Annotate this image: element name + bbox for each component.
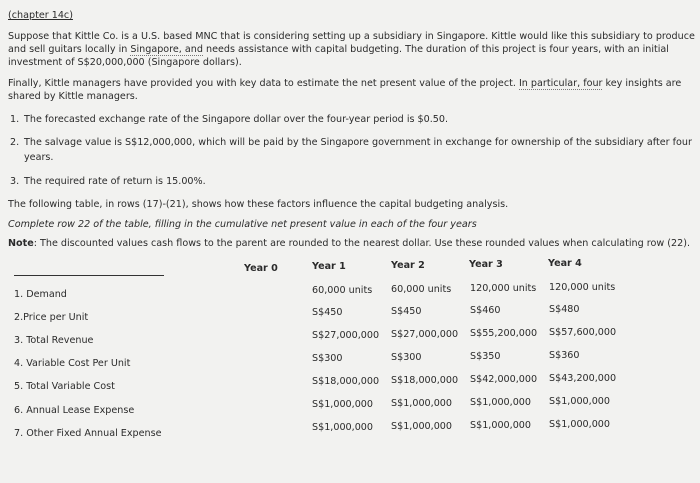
row-2-y4: S$480 (549, 304, 580, 315)
row-2-y2: S$450 (391, 306, 422, 317)
intro-line-2-end: needs assistance with capital budgeting. The duration of this project is four years, with an initial (202, 44, 669, 55)
header-year-3: Year 3 (469, 259, 503, 270)
insight-1-number: 1. (10, 114, 20, 125)
following-text: The following table, in rows (17)-(21), shows how these factors influence the capital budgeting analysis. (8, 199, 509, 210)
row-6-y4: S$1,000,000 (549, 396, 611, 407)
header-year-1: Year 1 (312, 261, 346, 272)
row-6-y1: S$1,000,000 (312, 399, 374, 410)
row-4-label: 4. Variable Cost Per Unit (14, 358, 131, 369)
insight-2-text-cont: years. (24, 152, 54, 163)
chapter-label: (chapter 14c) (8, 10, 73, 21)
row-5-y3: S$42,000,000 (470, 374, 538, 385)
row-3-y1: S$27,000,000 (312, 330, 380, 341)
insight-2-text: The salvage value is S$12,000,000, which will be paid by the Singapore government in exchange for ownership of the subsidiary after four (24, 137, 692, 148)
row-1-y1: 60,000 units (312, 285, 373, 296)
row-4-y1: S$300 (312, 353, 343, 364)
instruction-text: Complete row 22 of the table, filling in the cumulative net present value in each of the four years (8, 219, 477, 230)
intro-line-2 (8, 44, 669, 55)
insight-2-number: 2. (10, 137, 20, 148)
para2-line-1 (8, 78, 681, 89)
row-6-y3: S$1,000,000 (470, 397, 532, 408)
intro-line-2-start: and sell guitars locally in (8, 44, 131, 55)
insight-3-number: 3. (10, 176, 20, 187)
row-7-y1: S$1,000,000 (312, 422, 374, 433)
row-1-y2: 60,000 units (391, 284, 452, 295)
row-4-y2: S$300 (391, 352, 422, 363)
intro-line-3: investment of S$20,000,000 (Singapore dollars). (8, 57, 242, 68)
row-7-y4: S$1,000,000 (549, 419, 611, 430)
row-1-y3: 120,000 units (470, 283, 537, 294)
para2-line-1-marked: In particular, four (518, 78, 603, 89)
row-6-label: 6. Annual Lease Expense (14, 405, 135, 416)
row-7-y3: S$1,000,000 (470, 420, 532, 431)
row-4-y3: S$350 (470, 351, 501, 362)
row-6-y2: S$1,000,000 (391, 398, 453, 409)
row-1-y4: 120,000 units (549, 282, 616, 293)
row-2-label: 2.Price per Unit (14, 312, 89, 323)
row-7-label: 7. Other Fixed Annual Expense (14, 428, 162, 439)
header-year-2: Year 2 (391, 260, 425, 271)
insight-3-text: The required rate of return is 15.00%. (24, 176, 206, 187)
header-year-0: Year 0 (244, 263, 278, 274)
para2-line-2: shared by Kittle managers. (8, 91, 138, 102)
row-3-y3: S$55,200,000 (470, 328, 538, 339)
row-1-label: 1. Demand (14, 289, 67, 300)
row-3-label: 3. Total Revenue (14, 335, 94, 346)
note-label: Note (8, 238, 34, 249)
para2-line-1-start: Finally, Kittle managers have provided you with key data to estimate the net present value of the project. (8, 78, 519, 89)
row-5-y4: S$43,200,000 (549, 373, 617, 384)
row-3-y2: S$27,000,000 (391, 329, 459, 340)
row-2-y1: S$450 (312, 307, 343, 318)
note-text (8, 238, 690, 249)
intro-line-2-marked: Singapore, and (130, 44, 203, 55)
note-body: : The discounted values cash flows to the parent are rounded to the nearest dollar. Use these rounded values when calculating row (22). (33, 238, 691, 249)
header-year-4: Year 4 (548, 258, 582, 269)
row-3-y4: S$57,600,000 (549, 327, 617, 338)
row-2-y3: S$460 (470, 305, 501, 316)
row-4-y4: S$360 (549, 350, 580, 361)
row-7-y2: S$1,000,000 (391, 421, 453, 432)
row-5-label: 5. Total Variable Cost (14, 381, 115, 392)
row-5-y1: S$18,000,000 (312, 376, 380, 387)
para2-line-1-end: key insights are (602, 78, 682, 89)
header-rule (14, 275, 164, 276)
row-5-y2: S$18,000,000 (391, 375, 459, 386)
insight-1-text: The forecasted exchange rate of the Singapore dollar over the four-year period is $0.50. (24, 114, 449, 125)
intro-line-1: Suppose that Kittle Co. is a U.S. based MNC that is considering setting up a subsidiary in Singapore. Kittle would like this subsidiary to produce (8, 31, 695, 42)
